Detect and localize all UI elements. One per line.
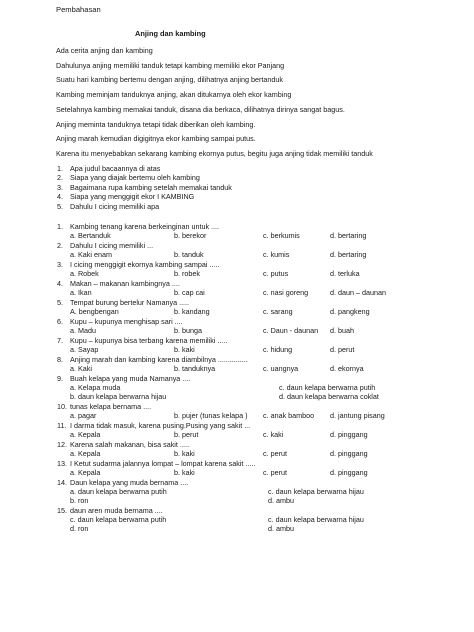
mc-option: d. bertaring (330, 250, 367, 259)
mc-option: a. Bertanduk (70, 231, 111, 240)
mc-option: c. nasi goreng (263, 288, 309, 297)
heading: Pembahasan (56, 5, 101, 14)
mc-option: c. anak bamboo (263, 411, 315, 420)
mc-option: c. daun kelapa berwarna putih (279, 383, 376, 392)
mc-option: d. ambu (268, 496, 294, 505)
mc-option: a. Kepala (70, 449, 101, 458)
mc-options (0, 346, 474, 355)
mc-options (0, 450, 474, 459)
mc-option: b. tanduknya (174, 364, 216, 373)
mc-question: 3. I cicing menggigit ekornya kambing sampai ..... (57, 260, 220, 269)
mc-option: d. daun – daunan (330, 288, 386, 297)
mc-question: 13. I Ketut sudarma jalannya lompat – lompat karena sakit ..... (57, 459, 256, 468)
mc-option: c. perut (263, 449, 287, 458)
mc-options (0, 469, 474, 478)
mc-option: d. daun kelapa berwarna coklat (279, 392, 379, 401)
mc-options (0, 251, 474, 260)
mc-option: b. bunga (174, 326, 202, 335)
mc-options (0, 525, 474, 534)
mc-question: 1. Kambing tenang karena berkeinginan untuk .... (57, 222, 220, 231)
mc-option: d. terluka (330, 269, 360, 278)
mc-option: a. pagar (70, 411, 97, 420)
mc-question: 12. Karena salah makanan, bisa sakit ..... (57, 440, 190, 449)
mc-option: d. buah (330, 326, 354, 335)
mc-question: 9. Buah kelapa yang muda Namanya .... (57, 374, 191, 383)
mc-option: b. kaki (174, 345, 195, 354)
mc-option: d. bertaring (330, 231, 367, 240)
mc-option: d. jantung pisang (330, 411, 385, 420)
mc-question: 4. Makan – makanan kambingnya .... (57, 279, 180, 288)
story-line: Karena itu menyebabkan sekarang kambing ekornya putus, begitu juga anjing tidak memiliki tanduk (56, 149, 373, 158)
mc-option: b. kandang (174, 307, 210, 316)
mc-option: a. Kaki enam (70, 250, 112, 259)
mc-option: d. ambu (268, 524, 294, 533)
mc-option: c. putus (263, 269, 289, 278)
mc-option: c. daun kelapa berwarna hijau (268, 515, 364, 524)
mc-option: a. daun kelapa berwarna putih (70, 487, 167, 496)
mc-option: b. robek (174, 269, 200, 278)
mc-option: a. Kelapa muda (70, 383, 121, 392)
mc-option: c. hidung (263, 345, 293, 354)
mc-option: d. pangkeng (330, 307, 370, 316)
story-line: Setelahnya kambing memakai tanduk, disana dia berkaca, dilihatnya dirinya sangat bagus. (56, 105, 345, 114)
mc-option: d. perut (330, 345, 355, 354)
mc-question: 10. tunas kelapa bernama .... (57, 402, 152, 411)
story-line: Suatu hari kambing bertemu dengan anjing, dilihatnya anjing bertanduk (56, 75, 283, 84)
story-line: Ada cerita anjing dan kambing (56, 46, 153, 55)
essay-question: 3. Bagaimana rupa kambing setelah memakai tanduk (57, 183, 232, 192)
mc-options (0, 497, 474, 506)
mc-option: b. perut (174, 430, 199, 439)
mc-option: a. Madu (70, 326, 96, 335)
mc-option: c. sarang (263, 307, 293, 316)
mc-option: a. Robek (70, 269, 99, 278)
story-title: Anjing dan kambing (135, 29, 206, 38)
mc-option: a. Ikan (70, 288, 92, 297)
mc-option: d. ron (70, 524, 89, 533)
essay-question: 2. Siapa yang diajak bertemu oleh kambing (57, 173, 200, 182)
mc-option: c. Daun - daunan (263, 326, 319, 335)
story-line: Dahulunya anjing memiliki tanduk tetapi kambing memiliki ekor Panjang (56, 61, 285, 70)
mc-option: c. uangnya (263, 364, 299, 373)
mc-option: c. daun kelapa berwarna hijau (268, 487, 364, 496)
mc-option: c. daun kelapa berwarna putih (70, 515, 167, 524)
mc-option: b. cap cai (174, 288, 205, 297)
mc-option: a. Kepala (70, 430, 101, 439)
mc-option: a. Sayap (70, 345, 99, 354)
mc-question: 11. I darma tidak masuk, karena pusing.Pusing yang sakit ... (57, 421, 251, 430)
story-line: Anjing marah kemudian digigitnya ekor kambing sampai putus. (56, 134, 256, 143)
mc-options (0, 412, 474, 421)
mc-option: c. berkumis (263, 231, 300, 240)
mc-question: 2. Dahulu I cicing memiliki ... (57, 241, 154, 250)
mc-options (0, 365, 474, 374)
mc-option: b. ron (70, 496, 89, 505)
mc-option: c. kaki (263, 430, 284, 439)
mc-options (0, 232, 474, 241)
story-line: Anjing meminta tanduknya tetapi tidak diberikan oleh kambing. (56, 120, 256, 129)
mc-option: c. kumis (263, 250, 290, 259)
mc-option: a. Kepala (70, 468, 101, 477)
mc-question: 14. Daun kelapa yang muda bernama .... (57, 478, 189, 487)
mc-options (0, 270, 474, 279)
mc-option: b. tanduk (174, 250, 204, 259)
mc-option: A. bengbengan (70, 307, 119, 316)
mc-option: d. pinggang (330, 430, 368, 439)
mc-question: 5. Tempat burung bertelur Namanya ..... (57, 298, 190, 307)
mc-option: c. perut (263, 468, 287, 477)
mc-option: b. kaki (174, 468, 195, 477)
mc-option: d. pinggang (330, 449, 368, 458)
mc-option: b. berekor (174, 231, 207, 240)
mc-option: b. daun kelapa berwarna hijau (70, 392, 167, 401)
essay-question: 5. Dahulu I cicing memiliki apa (57, 202, 160, 211)
mc-options (0, 393, 474, 402)
mc-option: b. kaki (174, 449, 195, 458)
mc-options (0, 308, 474, 317)
mc-options (0, 327, 474, 336)
mc-options (0, 431, 474, 440)
mc-question: 15. daun aren muda bernama .... (57, 506, 163, 515)
mc-option: d. ekornya (330, 364, 364, 373)
essay-question: 4. Siapa yang menggigit ekor I KAMBING (57, 192, 195, 201)
story-line: Kambing meminjam tanduknya anjing, akan ditukarnya oleh ekor kambing (56, 90, 292, 99)
essay-question: 1. Apa judul bacaannya di atas (57, 164, 161, 173)
mc-option: a. Kaki (70, 364, 92, 373)
mc-option: d. pinggang (330, 468, 368, 477)
mc-question: 7. Kupu – kupunya bisa terbang karena memiliki ..... (57, 336, 228, 345)
mc-question: 8. Anjing marah dan kambing karena diambilnya ............... (57, 355, 248, 364)
mc-options (0, 289, 474, 298)
mc-option: b. pujer (tunas kelapa ) (174, 411, 248, 420)
mc-question: 6. Kupu – kupunya menghisap sari .... (57, 317, 183, 326)
